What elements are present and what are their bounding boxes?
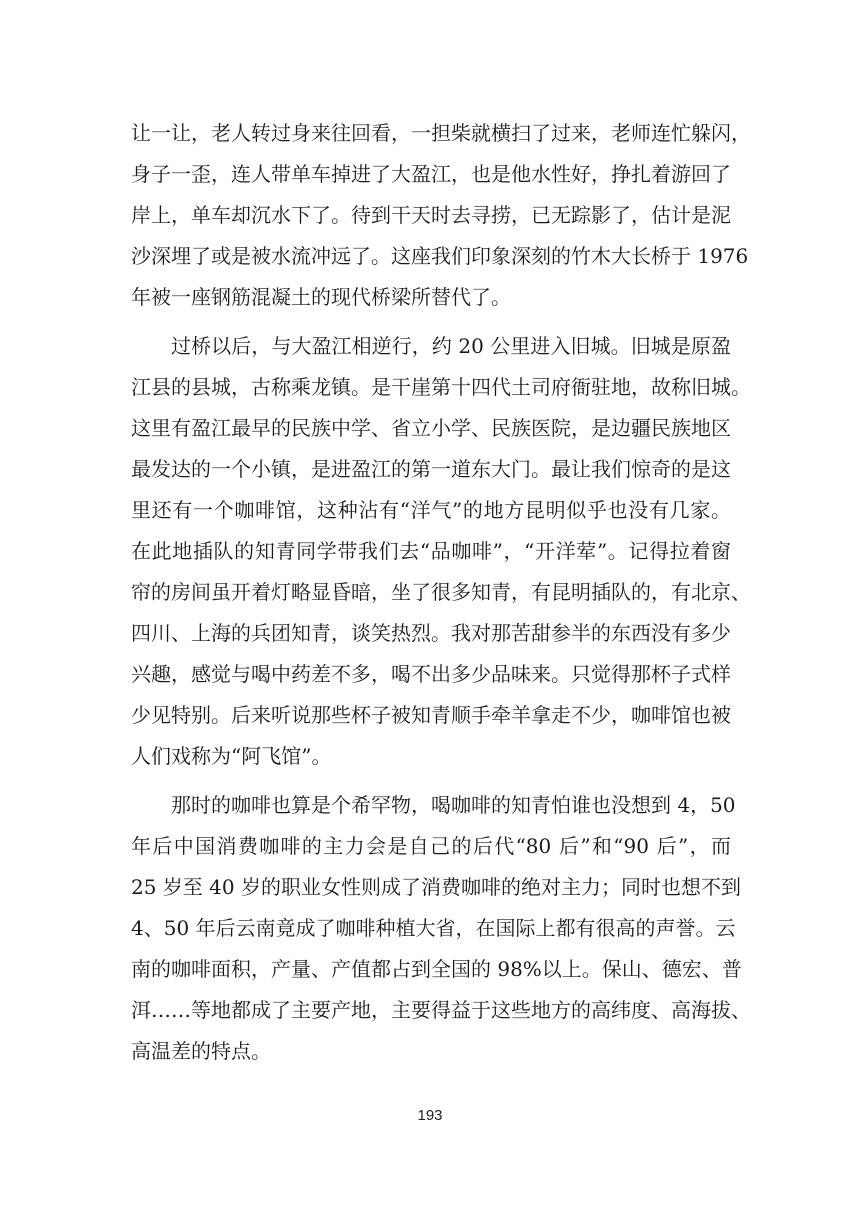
text-line: 25 岁至 40 岁的职业女性则成了消费咖啡的绝对主力；同时也想不到 bbox=[131, 875, 741, 899]
text-line: 岸上，单车却沉水下了。待到干天时去寻捞，已无踪影了，估计是泥 bbox=[131, 203, 731, 227]
text-line: 年后中国消费咖啡的主力会是自己的后代“80 后”和“90 后”，而 bbox=[131, 834, 731, 858]
text-line: 里还有一个咖啡馆，这种沾有“洋气”的地方昆明似乎也没有几家。 bbox=[131, 498, 731, 522]
text-line: 沙深埋了或是被水流冲远了。这座我们印象深刻的竹木大长桥于 1976 bbox=[131, 244, 749, 268]
text-line: 帘的房间虽开着灯略显昏暗，坐了很多知青，有昆明插队的，有北京、 bbox=[131, 580, 751, 604]
text-line: 洱……等地都成了主要产地，主要得益于这些地方的高纬度、高海拔、 bbox=[131, 998, 751, 1022]
text-line: 南的咖啡面积，产量、产值都占到全国的 98%以上。保山、德宏、普 bbox=[131, 957, 742, 981]
text-line: 四川、上海的兵团知青，谈笑热烈。我对那苦甜参半的东西没有多少 bbox=[131, 621, 731, 645]
text-line: 身子一歪，连人带单车掉进了大盈江，也是他水性好，挣扎着游回了 bbox=[131, 162, 731, 186]
body-text bbox=[131, 113, 751, 1072]
text-line: 让一让，老人转过身来往回看，一担柴就横扫了过来，老师连忙躲闪， bbox=[131, 121, 751, 145]
paragraph bbox=[131, 785, 751, 1072]
text-line: 兴趣，感觉与喝中药差不多，喝不出多少品味来。只觉得那杯子式样 bbox=[131, 662, 731, 686]
text-line: 4、50 年后云南竟成了咖啡种植大省，在国际上都有很高的声誉。云 bbox=[131, 916, 736, 940]
text-line: 少见特别。后来听说那些杯子被知青顺手牵羊拿走不少，咖啡馆也被 bbox=[131, 703, 731, 727]
text-line: 最发达的一个小镇，是进盈江的第一道东大门。最让我们惊奇的是这 bbox=[131, 457, 731, 481]
page-number: 193 bbox=[417, 1107, 443, 1124]
text-line: 在此地插队的知青同学带我们去“品咖啡”，“开洋荤”。记得拉着窗 bbox=[131, 539, 731, 563]
paragraph bbox=[131, 113, 751, 318]
text-line: 年被一座钢筋混凝土的现代桥梁所替代了。 bbox=[131, 285, 511, 309]
text-line: 这里有盈江最早的民族中学、省立小学、民族医院，是边疆民族地区 bbox=[131, 416, 731, 440]
text-line: 江县的县城，古称乘龙镇。是干崖第十四代土司府衙驻地，故称旧城。 bbox=[131, 375, 751, 399]
paragraph bbox=[131, 326, 751, 777]
text-line: 人们戏称为“阿飞馆”。 bbox=[131, 744, 332, 768]
text-line: 过桥以后，与大盈江相逆行，约 20 公里进入旧城。旧城是原盈 bbox=[171, 334, 731, 358]
text-line: 高温差的特点。 bbox=[131, 1039, 271, 1063]
text-line: 那时的咖啡也算是个希罕物，喝咖啡的知青怕谁也没想到 4，50 bbox=[171, 793, 736, 817]
